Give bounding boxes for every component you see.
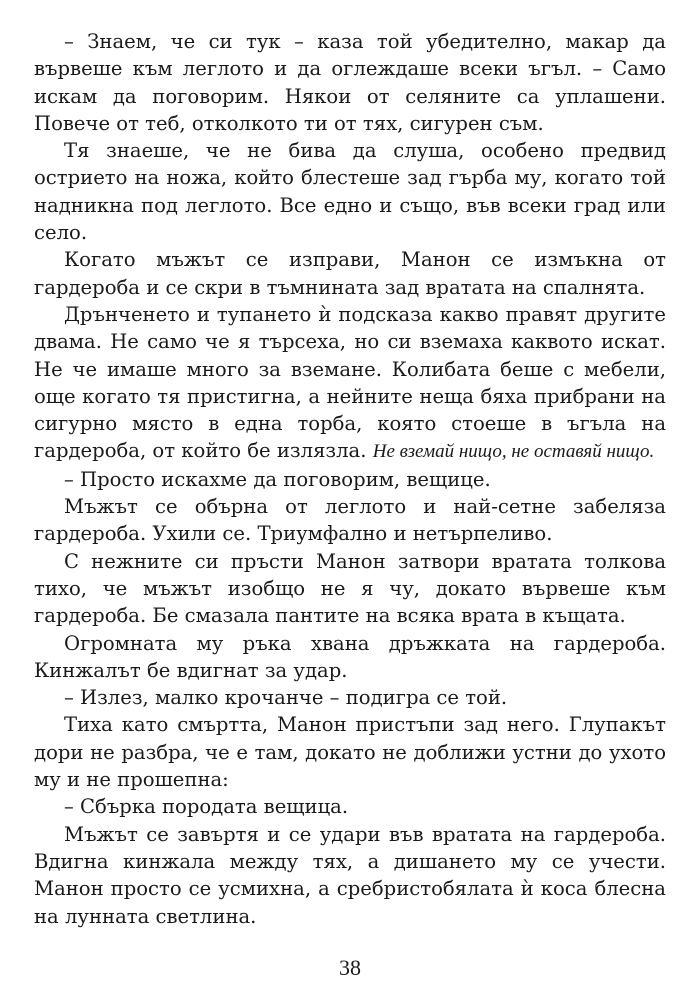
paragraph: Тиха като смъртта, Манон пристъпи зад него. Глупакът дори не разбра, че е там, докато не доближи устни до ухото му и не прошепна: bbox=[34, 713, 666, 792]
paragraph: Тя знаеше, че не бива да слуша, особено предвид острието на ножа, който блестеше зад гърба му, когато той надникна под леглото. Все едно и също, във всеки град или село. bbox=[34, 139, 666, 245]
italic-phrase: Не вземай нищо, не оставяй нищо. bbox=[372, 441, 655, 463]
paragraph: – Излез, малко крочанче – подигра се той. bbox=[64, 686, 508, 710]
paragraph: – Просто искахме да поговорим, вещице. bbox=[64, 467, 491, 491]
paragraph: Огромната му ръка хвана дръжката на гардероба. Кинжалът бе вдигнат за удар. bbox=[34, 631, 666, 682]
paragraph: – Сбърка породата вещица. bbox=[64, 795, 349, 819]
paragraph: Мъжът се завъртя и се удари във вратата на гардероба. Вдигна кинжала между тях, а дишането му се учести. Манон просто се усмихна, а сребристобялата ѝ коса блесна на лунната светлина. bbox=[34, 822, 666, 928]
paragraph: С нежните си пръсти Манон затвори вратата толкова тихо, че мъжът изобщо не я чу, докато вървеше към гардероба. Бе смазала пантите на всяка врата в къщата. bbox=[34, 549, 666, 628]
paragraph-text: Дрънченето и тупането ѝ подсказа какво правят другите двама. Не само че я търсеха, но си вземаха каквото искат. Не че имаше много за вземане. Колибата беше с мебели, още когато тя пристигна, а нейните неща бяха прибрани на сигурно място в една торба, която стоеше в ъгъла на гардероба, от който бе излязла. bbox=[34, 302, 666, 463]
page-number: 38 bbox=[339, 955, 361, 980]
paragraph-with-italic bbox=[34, 301, 666, 466]
paragraph: – Знаем, че си тук – каза той убедително, макар да вървеше към леглото и да оглеждаше всеки ъгъл. – Само искам да поговорим. Някои от селяните са уплашени. Повече от теб, отколкото ти от тях, сигурен съм. bbox=[34, 30, 666, 135]
paragraph: Мъжът се обърна от леглото и най-сетне забеляза гардероба. Ухили се. Триумфално и нетърпеливо. bbox=[34, 495, 666, 546]
body-text bbox=[34, 28, 666, 930]
paragraph: Когато мъжът се изправи, Манон се измъкна от гардероба и се скри в тъмнината зад вратата на спалнята. bbox=[34, 248, 666, 299]
